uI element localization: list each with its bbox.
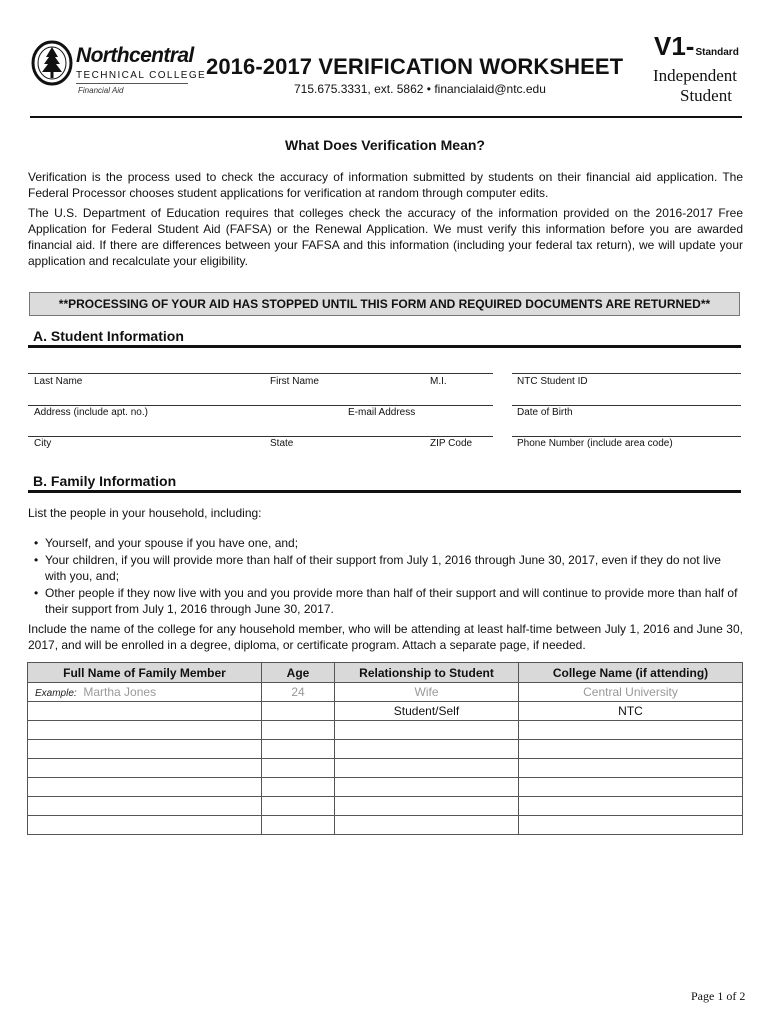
student-id-line[interactable] [512, 373, 741, 374]
college-cell[interactable] [519, 797, 743, 816]
name-cell[interactable] [28, 797, 262, 816]
college-cell[interactable] [519, 816, 743, 835]
version-code: V1- [654, 31, 695, 61]
intro-paragraph-2: The U.S. Department of Education requires that colleges check the accuracy of the information provided on the 2016-2017 Free Application for Federal Student Aid (FAFSA) or the Renewal Application. We must verify this information before you are awarded financial aid. If there are differences between your FAFSA and this information (including your federal tax return), we will update your application and recalculate your eligibility. [28, 206, 743, 268]
relationship-cell[interactable]: Student/Self [335, 702, 519, 721]
list-item: • Other people if they now live with you and you provide more than half of their support and will continue to provide more than half of their support from July 1, 2016 through June 30, 2017. [34, 585, 740, 617]
college-cell[interactable] [519, 721, 743, 740]
college-cell[interactable] [519, 778, 743, 797]
column-header-relationship: Relationship to Student [335, 663, 519, 683]
student-id-label: NTC Student ID [517, 376, 588, 387]
logo-tagline: Financial Aid [78, 86, 124, 95]
example-name-cell [28, 683, 262, 702]
relationship-cell[interactable] [335, 816, 519, 835]
header-divider [30, 116, 742, 118]
family-members-table [27, 662, 743, 835]
name-cell[interactable] [28, 778, 262, 797]
relationship-cell[interactable] [335, 721, 519, 740]
city-label: City [34, 438, 52, 449]
dob-label: Date of Birth [517, 407, 573, 418]
example-relationship: Wife [335, 683, 519, 702]
status-line-1: Independent [653, 66, 738, 85]
mi-label: M.I. [430, 376, 447, 387]
age-cell[interactable] [262, 778, 335, 797]
age-cell[interactable] [262, 797, 335, 816]
first-name-label: First Name [270, 376, 319, 387]
processing-notice: **PROCESSING OF YOUR AID HAS STOPPED UNTIL THIS FORM AND REQUIRED DOCUMENTS ARE RETURNED** [29, 292, 740, 316]
column-header-college: College Name (if attending) [519, 663, 743, 683]
worksheet-title: 2016-2017 VERIFICATION WORKSHEET [206, 54, 624, 79]
intro-heading: What Does Verification Mean? [285, 137, 485, 153]
city-line[interactable] [28, 436, 493, 437]
table-row [28, 740, 743, 759]
section-b-heading: B. Family Information [33, 473, 177, 489]
column-header-age: Age [262, 663, 335, 683]
status-line-2: Student [680, 86, 732, 105]
intro-paragraph-1: Verification is the process used to check the accuracy of information submitted by students on their financial aid application. The Federal Processor chooses student applications for verification at random through computer edits. [28, 170, 743, 200]
age-cell[interactable] [262, 759, 335, 778]
name-cell[interactable] [28, 759, 262, 778]
table-row [28, 797, 743, 816]
name-cell[interactable] [28, 702, 262, 721]
college-note: Include the name of the college for any household member, who will be attending at least half-time between July 1, 2016 and June 30, 2017, and will be enrolled in a degree, diploma, or certificate program. Attach a separate page, if needed. [28, 622, 743, 652]
logo-name: Northcentral [76, 44, 194, 67]
household-bullet-list [34, 535, 740, 618]
name-cell[interactable] [28, 721, 262, 740]
section-a-rule [28, 345, 741, 348]
example-row [28, 683, 743, 702]
name-cell[interactable] [28, 816, 262, 835]
contact-info: 715.675.3331, ext. 5862 • financialaid@ntc.edu [294, 82, 546, 96]
table-row [28, 702, 743, 721]
example-age: 24 [262, 683, 335, 702]
address-label: Address (include apt. no.) [34, 407, 148, 418]
dob-line[interactable] [512, 405, 741, 406]
example-label: Example: [35, 688, 77, 699]
name-line[interactable] [28, 373, 493, 374]
household-list-intro: List the people in your household, including: [28, 506, 262, 520]
phone-label: Phone Number (include area code) [517, 438, 673, 449]
relationship-cell[interactable] [335, 797, 519, 816]
age-cell[interactable] [262, 740, 335, 759]
zip-label: ZIP Code [430, 438, 473, 449]
age-cell[interactable] [262, 702, 335, 721]
college-cell[interactable]: NTC [519, 702, 743, 721]
version-type: Standard [695, 47, 739, 58]
name-cell[interactable] [28, 740, 262, 759]
age-cell[interactable] [262, 721, 335, 740]
college-cell[interactable] [519, 759, 743, 778]
phone-line[interactable] [512, 436, 741, 437]
logo-subtitle: TECHNICAL COLLEGE [76, 70, 207, 81]
section-a-heading: A. Student Information [33, 328, 184, 344]
address-line[interactable] [28, 405, 493, 406]
pine-tree-seal-icon [28, 36, 78, 92]
table-row [28, 778, 743, 797]
last-name-label: Last Name [34, 376, 83, 387]
table-row [28, 721, 743, 740]
example-name: Martha Jones [83, 685, 157, 699]
section-b-rule [28, 490, 741, 493]
page-number: Page 1 of 2 [691, 989, 746, 1003]
table-row [28, 759, 743, 778]
relationship-cell[interactable] [335, 740, 519, 759]
relationship-cell[interactable] [335, 759, 519, 778]
email-label: E-mail Address [348, 407, 416, 418]
table-header-row [28, 663, 743, 683]
college-cell[interactable] [519, 740, 743, 759]
list-item: • Yourself, and your spouse if you have one, and; [34, 535, 740, 551]
example-college: Central University [519, 683, 743, 702]
age-cell[interactable] [262, 816, 335, 835]
column-header-name: Full Name of Family Member [28, 663, 262, 683]
list-item: • Your children, if you will provide more than half of their support from July 1, 2016 through June 30, 2017, even if they do not live with you, and; [34, 552, 740, 584]
logo-divider [76, 83, 188, 84]
state-label: State [270, 438, 294, 449]
version-badge [654, 31, 739, 62]
table-row [28, 816, 743, 835]
relationship-cell[interactable] [335, 778, 519, 797]
